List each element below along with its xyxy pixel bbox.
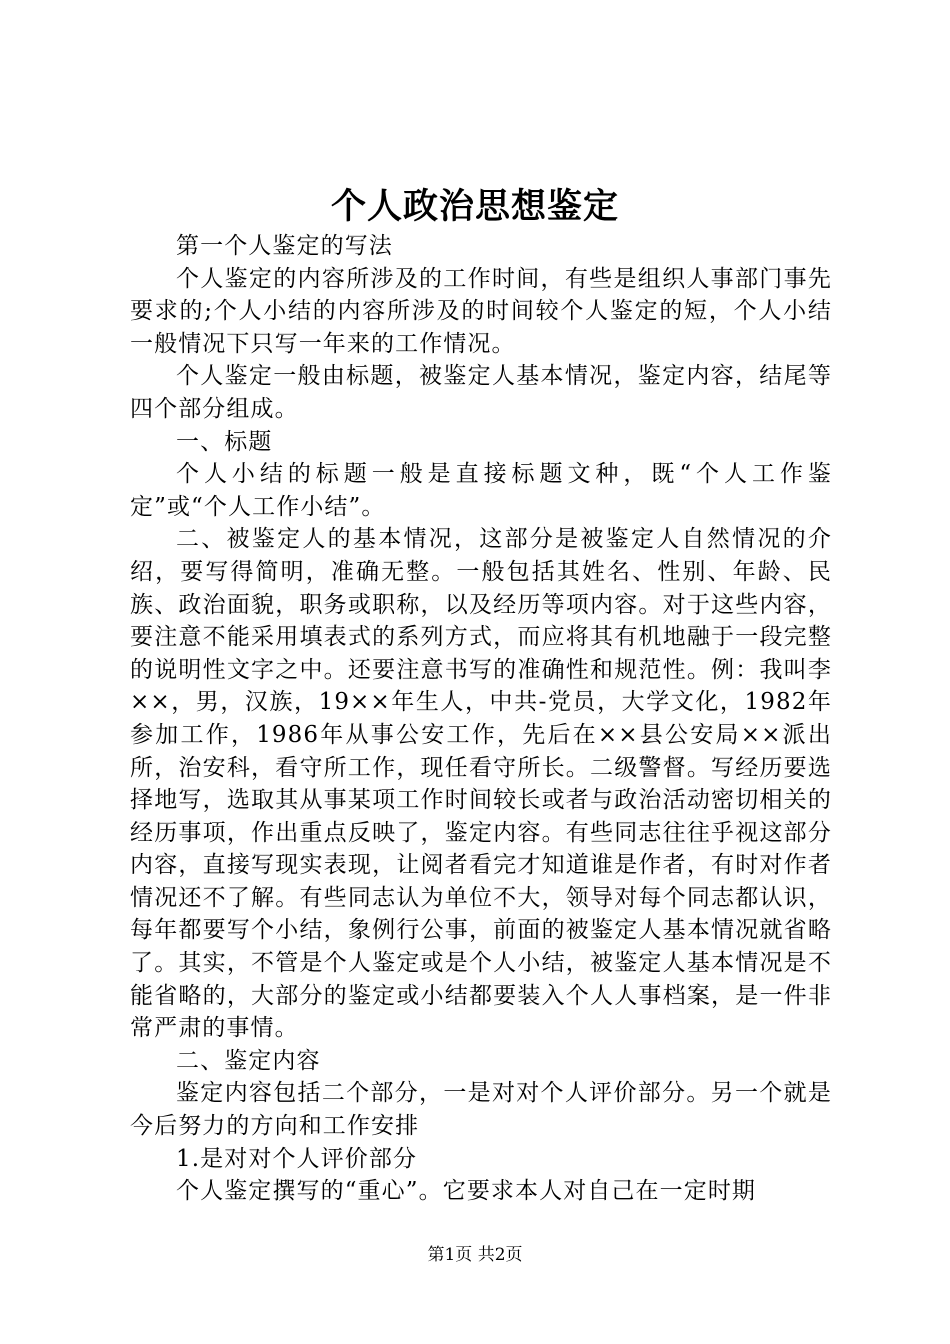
paragraph: 个人小结的标题一般是直接标题文种，既“个人工作鉴定”或“个人工作小结”。 (130, 461, 832, 520)
paragraph: 二、鉴定内容 (176, 1047, 321, 1074)
paragraph: 1.是对对个人评价部分 (176, 1145, 418, 1172)
paragraph: 鉴定内容包括二个部分，一是对对个人评价部分。另一个就是今后努力的方向和工作安排 (130, 1080, 832, 1140)
paragraph: 个人鉴定一般由标题，被鉴定人基本情况，鉴定内容，结尾等四个部分组成。 (130, 363, 832, 422)
paragraph: 个人鉴定的内容所涉及的工作时间，有些是组织人事部门事先要求的;个人小结的内容所涉及的时间较个人鉴定的短，个人小结一般情况下只写一年来的工作情况。 (130, 265, 832, 357)
document-body (130, 230, 832, 1208)
paragraph: 第一个人鉴定的写法 (176, 233, 393, 259)
paragraph: 一、标题 (176, 428, 273, 455)
page-footer: 第1页 共2页 (427, 1245, 523, 1265)
paragraph: 二、被鉴定人的基本情况，这部分是被鉴定人自然情况的介绍，要写得简明，准确无整。一般包括其姓名、性别、年龄、民族、政治面貌，职务或职称，以及经历等项内容。对于这些内容，要注意不能采用填表式的系列方式，而应将其有机地融于一段完整的说明性文字之中。还要注意书写的准确性和规范性。例：我叫李××，男，汉族，19××年生人，中共-党员，大学文化，1982年参加工作，1986年从事公安工作，先后在××县公安局××派出所，治安科，看守所工作，现任看守所长。二级警督。写经历要选择地写，选取其从事某项工作时间较长或者与政治活动密切相关的经历事项，作出重点反映了，鉴定内容。有些同志往往乎视这部分内容，直接写现实表现，让阅者看完才知道谁是作者，有时对作者情况还不了解。有些同志认为单位不大，领导对每个同志都认识，每年都要写个小结，象例行公事，前面的被鉴定人基本情况就省略了。其实，不管是个人鉴定或是个人小结，被鉴定人基本情况是不能省略的，大部分的鉴定或小结都要装入个人人事档案，是一件非常严肃的事情。 (130, 526, 832, 1042)
paragraph: 个人鉴定撰写的“重心”。它要求本人对自己在一定时期 (176, 1178, 757, 1205)
document-title: 个人政治思想鉴定 (330, 186, 619, 227)
